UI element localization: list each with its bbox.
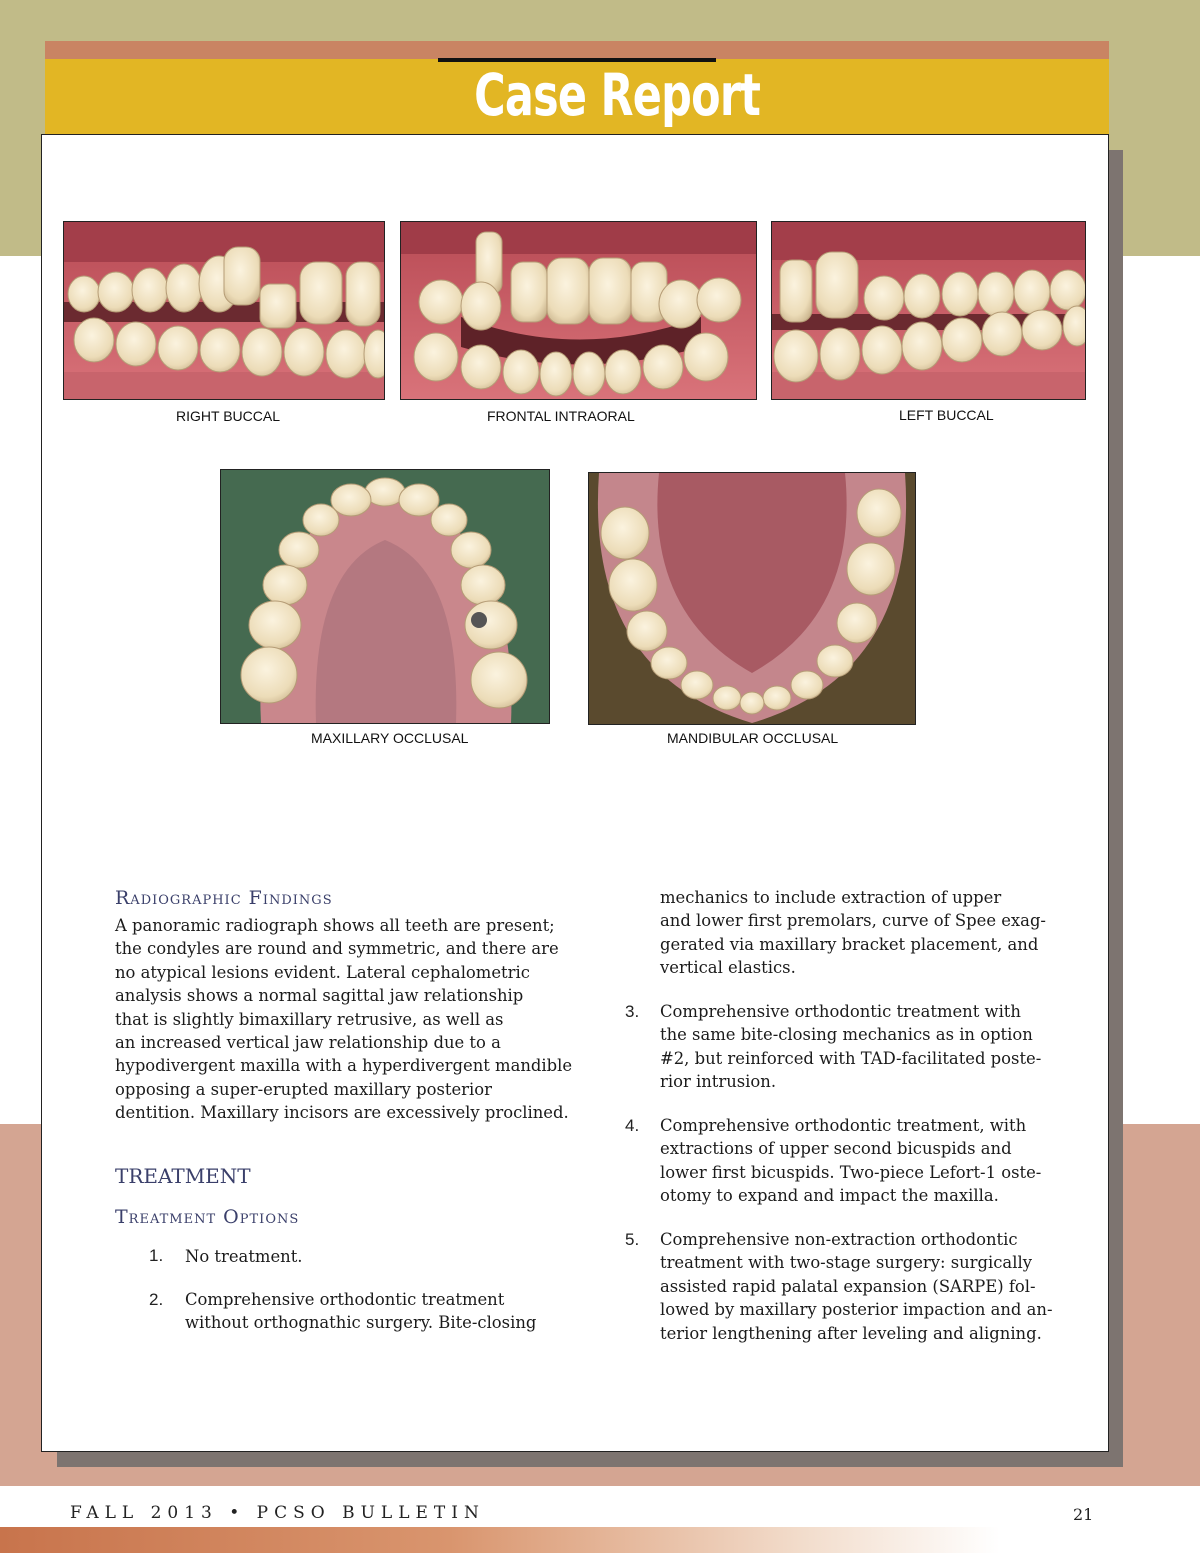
caption-maxillary-occlusal: MAXILLARY OCCLUSAL bbox=[311, 730, 469, 746]
left-buccal-photo bbox=[771, 221, 1086, 400]
option-2-text-continued: mechanics to include extraction of upper and lower first premolars, curve of Spee exag- gerated via maxillary bracket placement, and vertical elastics. bbox=[660, 888, 1046, 978]
option-1-number: 1. bbox=[149, 1246, 164, 1265]
caption-left-buccal: LEFT BUCCAL bbox=[899, 407, 994, 423]
footer-publication: FALL 2013 • PCSO BULLETIN bbox=[70, 1503, 485, 1523]
caption-frontal-intraoral: FRONTAL INTRAORAL bbox=[487, 408, 635, 424]
caption-right-buccal: RIGHT BUCCAL bbox=[176, 408, 280, 424]
option-5-text: Comprehensive non-extraction orthodontic treatment with two-stage surgery: surgically assisted rapid palatal expansion (SARPE) fol- lowed by maxillary posterior impaction and an- terior lengthening after leveling and aligning. bbox=[660, 1230, 1053, 1343]
radiographic-findings-heading: Radiographic Findings bbox=[115, 887, 333, 909]
frontal-intraoral-photo bbox=[400, 221, 757, 400]
option-5-number: 5. bbox=[625, 1230, 640, 1249]
mandibular-occlusal-photo bbox=[588, 472, 916, 725]
option-3-text: Comprehensive orthodontic treatment with the same bite-closing mechanics as in option #2, but reinforced with TAD-facilitated poste- rior intrusion. bbox=[660, 1002, 1042, 1092]
option-2-number: 2. bbox=[149, 1290, 164, 1309]
treatment-heading: TREATMENT bbox=[115, 1164, 251, 1188]
footer-page-number: 21 bbox=[1073, 1505, 1094, 1524]
radiographic-findings-text: A panoramic radiograph shows all teeth are present; the condyles are round and symmetric, and there are no atypical lesions evident. Lateral cephalometric analysis shows a normal sagittal jaw relationship that is slightly bimaxillary retrusive, as well as an increased vertical jaw relationship due to a hypodivergent maxilla with a hyperdivergent mandible opposing a super-erupted maxillary posterior dentition. Maxillary incisors are excessively proclined. bbox=[115, 916, 573, 1123]
footer-gradient-bar bbox=[0, 1527, 1000, 1553]
option-3-number: 3. bbox=[625, 1002, 640, 1021]
option-4-number: 4. bbox=[625, 1116, 640, 1135]
option-4-text: Comprehensive orthodontic treatment, with extractions of upper second bicuspids and lower first bicuspids. Two-piece Lefort-1 oste- otomy to expand and impact the maxilla. bbox=[660, 1116, 1042, 1206]
right-buccal-photo bbox=[63, 221, 385, 400]
treatment-options-heading: Treatment Options bbox=[115, 1206, 300, 1228]
caption-mandibular-occlusal: MANDIBULAR OCCLUSAL bbox=[667, 730, 839, 746]
page-title: Case Report bbox=[474, 61, 761, 129]
option-2-text: Comprehensive orthodontic treatment without orthognathic surgery. Bite-closing bbox=[185, 1290, 537, 1333]
maxillary-occlusal-photo bbox=[220, 469, 550, 724]
option-1-text: No treatment. bbox=[185, 1247, 303, 1266]
header-title-box bbox=[438, 58, 761, 134]
header-accent-stripe bbox=[45, 41, 1109, 59]
